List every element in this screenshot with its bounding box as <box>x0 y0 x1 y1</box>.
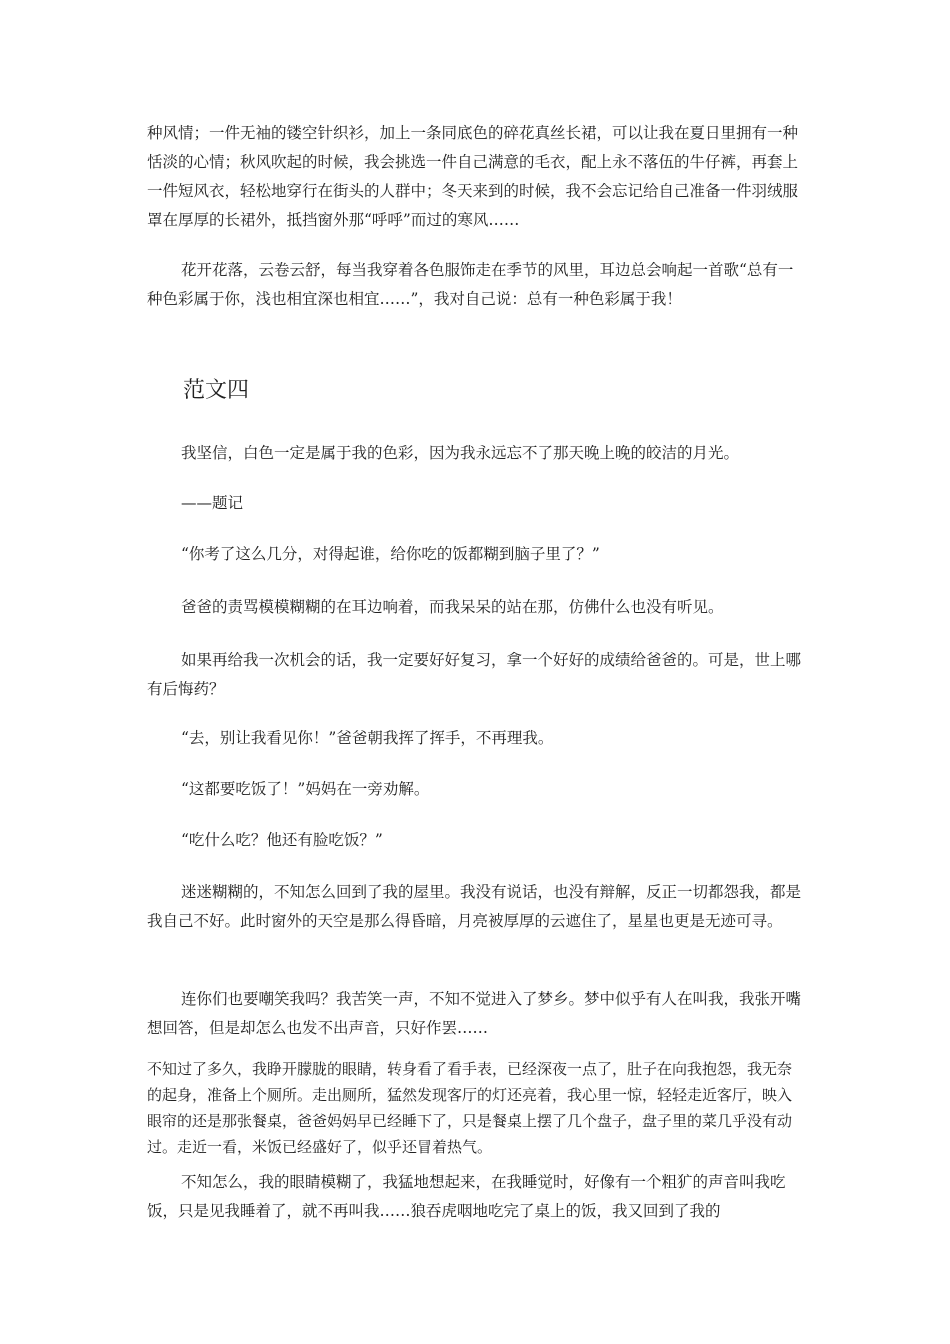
paragraph-no-dinner: “吃什么吃？他还有脸吃饭？” <box>181 831 383 849</box>
paragraph-father-scolding: “你考了这么几分，对得起谁，给你吃的饭都糊到脑子里了？” <box>181 545 600 563</box>
paragraph-dream: 连你们也要嘲笑我吗？我苦笑一声，不知不觉进入了梦乡。梦中似乎有人在叫我，我张开嘴想回答，但是却怎么也发不出声音，只好作罢…… <box>147 990 802 1037</box>
section-heading: 范文四 <box>183 378 250 403</box>
paragraph-seasons-clothing: 种风情；一件无袖的镂空针织衫，加上一条同底色的碎花真丝长裙，可以让我在夏日里拥有一种恬淡的心情；秋风吹起的时候，我会挑选一件自己满意的毛衣，配上永不落伍的牛仔裤，再套上一件短风衣，轻松地穿行在街头的人群中；冬天来到的时候，我不会忘记给自己准备一件羽绒服罩在厚厚的长裙外，抵挡窗外那“呼呼”而过的寒风…… <box>147 124 799 229</box>
paragraph-dark-sky: 迷迷糊糊的，不知怎么回到了我的屋里。我没有说话，也没有辩解，反正一切都怨我，都是我自己不好。此时窗外的天空是那么得昏暗，月亮被厚厚的云遮住了，星星也更是无迹可寻。 <box>147 883 802 930</box>
paragraph-standing-still: 爸爸的责骂模模糊糊的在耳边响着，而我呆呆的站在那，仿佛什么也没有听见。 <box>181 598 724 616</box>
paragraph-realization: 不知怎么，我的眼睛模糊了，我猛地想起来，在我睡觉时，好像有一个粗犷的声音叫我吃饭，只是见我睡着了，就不再叫我……狼吞虎咽地吃完了桌上的饭，我又回到了我的 <box>147 1173 786 1220</box>
paragraph-regret: 如果再给我一次机会的话，我一定要好好复习，拿一个好好的成绩给爸爸的。可是，世上哪有后悔药？ <box>147 651 802 698</box>
paragraph-epigraph-attribution: ——题记 <box>181 494 244 512</box>
paragraph-midnight: 不知过了多久，我睁开朦胧的眼睛，转身看了看手表，已经深夜一点了，肚子在向我抱怨，我无奈的起身，准备上个厕所。走出厕所，猛然发现客厅的灯还亮着，我心里一惊，轻轻走近客厅，映入眼帘的还是那张餐桌，爸爸妈妈早已经睡下了，只是餐桌上摆了几个盘子，盘子里的菜几乎没有动过。走近一看，米饭已经盛好了，似乎还冒着热气。 <box>147 1060 793 1156</box>
paragraph-song-lyric: 花开花落，云卷云舒，每当我穿着各色服饰走在季节的风里，耳边总会响起一首歌“总有一种色彩属于你，浅也相宜深也相宜……”，我对自己说：总有一种色彩属于我！ <box>147 261 794 308</box>
paragraph-epigraph: 我坚信，白色一定是属于我的色彩，因为我永远忘不了那天晚上晚的皎洁的月光。 <box>181 444 740 462</box>
paragraph-mother-mediates: “这都要吃饭了！”妈妈在一旁劝解。 <box>181 780 430 798</box>
paragraph-go-away: “去，别让我看见你！”爸爸朝我挥了挥手，不再理我。 <box>181 729 554 747</box>
